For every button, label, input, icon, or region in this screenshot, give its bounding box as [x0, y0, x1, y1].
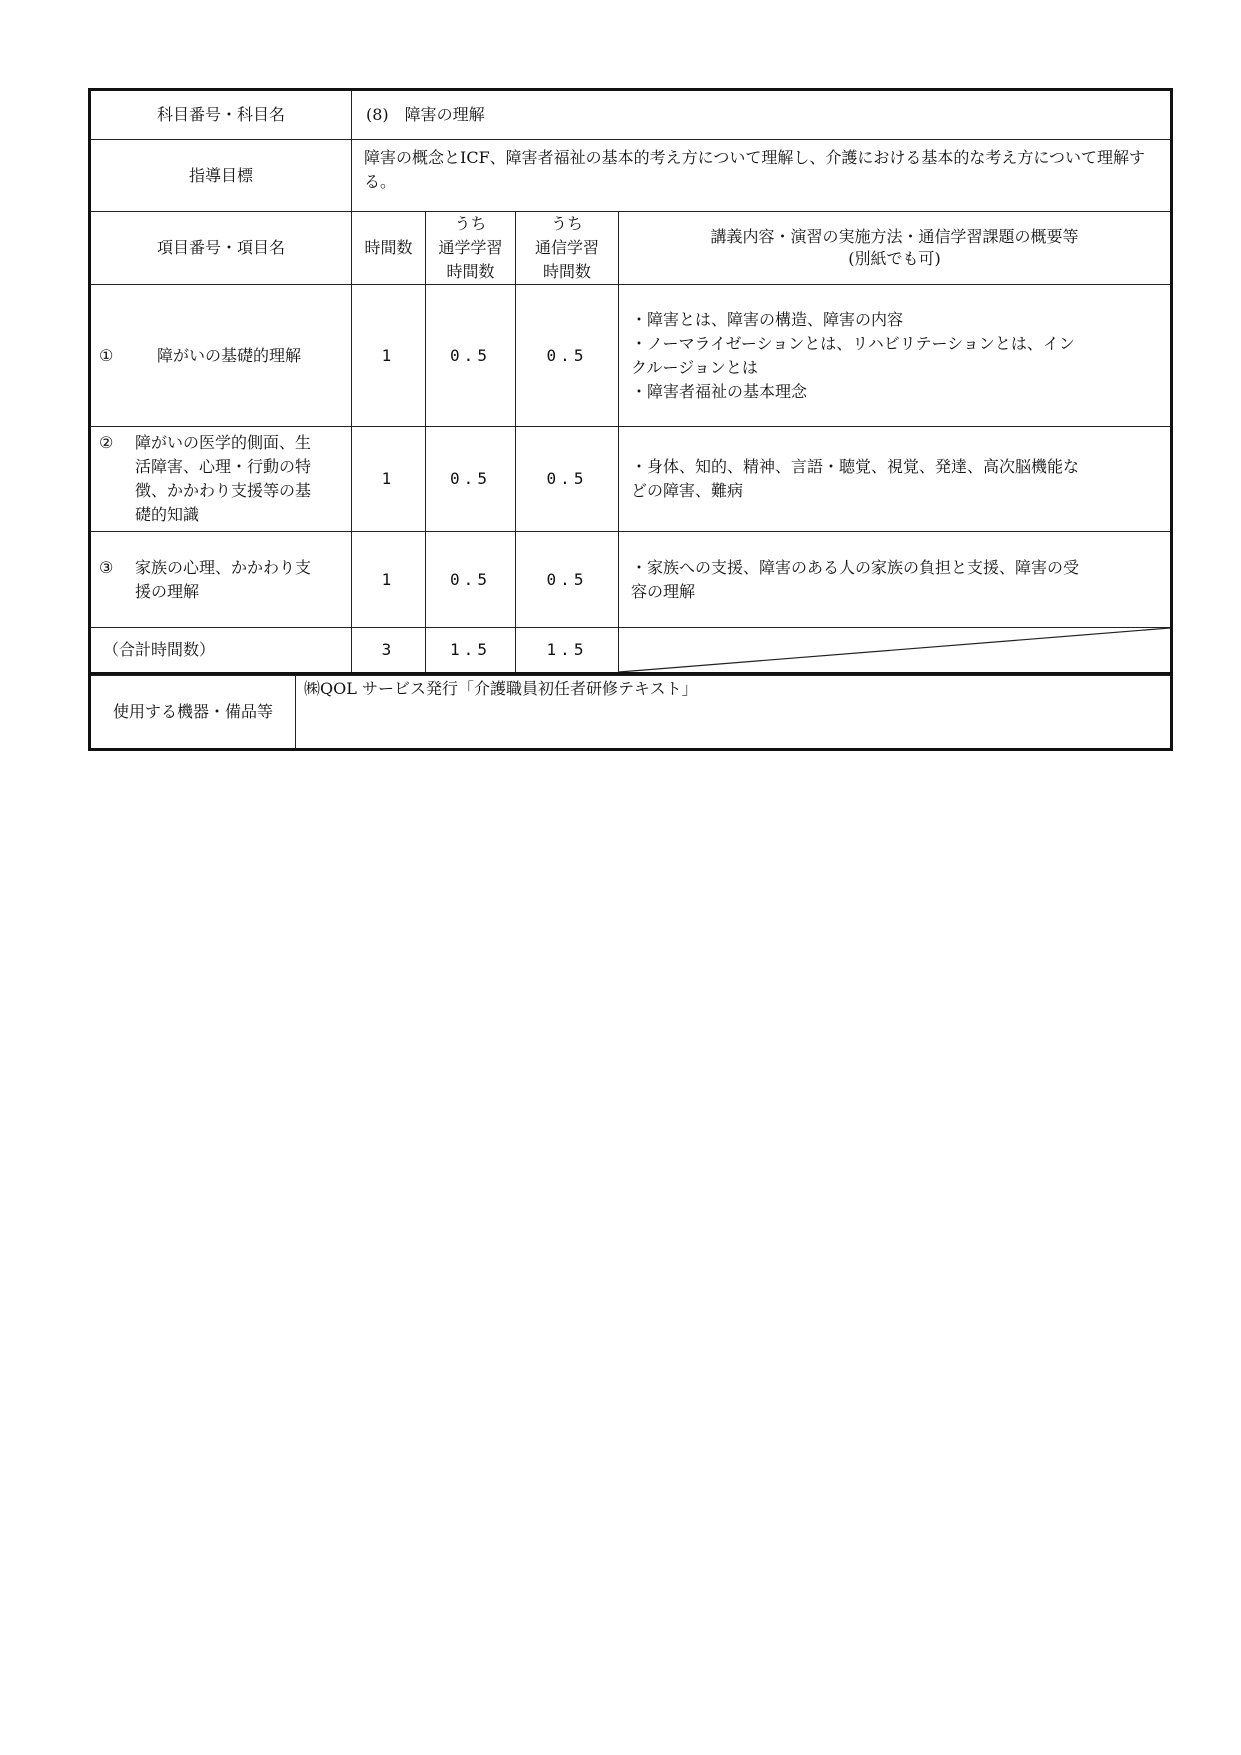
curriculum-sheet: [88, 88, 1170, 751]
col-header-content-line1: 講義内容・演習の実施方法・通信学習課題の概要等: [710, 227, 1079, 246]
table-row: [90, 427, 1172, 532]
subject-row: [90, 90, 1172, 140]
commute-hours-cell: 0.5: [426, 532, 516, 628]
subject-label: 科目番号・科目名: [90, 90, 352, 140]
col-header-content: [619, 212, 1172, 285]
equipment-value: ㈱QOL サービス発行「介護職員初任者研修テキスト」: [296, 676, 1172, 750]
content-line: ・障害とは、障害の構造、障害の内容: [631, 309, 904, 329]
col-header-item: 項目番号・項目名: [90, 212, 352, 285]
col-header-content-line2: (別紙でも可): [848, 249, 941, 268]
total-label: （合計時間数）: [90, 628, 352, 674]
item-name: 障がいの基礎的理解: [157, 345, 302, 365]
item-cell: [90, 285, 352, 427]
equipment-table: [88, 675, 1173, 751]
col-header-corr-line2: 通信学習: [534, 238, 599, 257]
goal-row: [90, 140, 1172, 212]
commute-hours-cell: 0.5: [426, 427, 516, 532]
table-row: [90, 532, 1172, 628]
item-name-line: 援の理解: [135, 581, 200, 601]
col-header-commute-line2: 通学学習: [438, 238, 503, 257]
item-name: [135, 556, 343, 604]
commute-hours-cell: 0.5: [426, 285, 516, 427]
total-row: [90, 628, 1172, 674]
column-header-row: [90, 212, 1172, 285]
col-header-commute: [426, 212, 516, 285]
content-cell: [619, 427, 1172, 532]
hours-cell: 1: [352, 427, 426, 532]
item-cell: [90, 532, 352, 628]
total-content-empty-cell: [619, 628, 1172, 674]
col-header-commute-line3: 時間数: [446, 262, 495, 281]
col-header-commute-line1: うち: [454, 214, 487, 233]
col-header-correspondence: [516, 212, 619, 285]
content-cell: [619, 532, 1172, 628]
content-line: 容の理解: [631, 581, 696, 601]
item-name: [135, 431, 343, 527]
goal-label: 指導目標: [90, 140, 352, 212]
content-line: ・ノーマライゼーションとは、リハビリテーションとは、イン: [631, 333, 1075, 353]
correspondence-hours-cell: 0.5: [516, 427, 619, 532]
col-header-corr-line3: 時間数: [542, 262, 591, 281]
diagonal-line: [619, 628, 1170, 672]
equipment-row: [90, 676, 1172, 750]
content-line: どの障害、難病: [631, 481, 744, 500]
content-line: ・家族への支援、障害のある人の家族の負担と支援、障害の受: [631, 557, 1080, 577]
table-row: [90, 285, 1172, 427]
correspondence-hours-cell: 0.5: [516, 532, 619, 628]
item-name-line: 礎的知識: [135, 505, 200, 524]
equipment-label: 使用する機器・備品等: [90, 676, 296, 750]
content-line: ・障害者福祉の基本理念: [631, 381, 808, 401]
correspondence-hours-cell: 0.5: [516, 285, 619, 427]
goal-value: 障害の概念とICF、障害者福祉の基本的考え方について理解し、介護における基本的な考え方について理解する。: [352, 140, 1172, 212]
item-number: ②: [99, 433, 114, 452]
item-number: ③: [99, 557, 114, 577]
content-cell: [619, 285, 1172, 427]
content-line: ・身体、知的、精神、言語・聴覚、視覚、発達、高次脳機能な: [631, 457, 1080, 476]
item-name-line: 家族の心理、かかわり支: [135, 557, 312, 577]
total-hours: 3: [352, 628, 426, 674]
item-number: ①: [99, 345, 114, 365]
item-cell: [90, 427, 352, 532]
hours-cell: 1: [352, 532, 426, 628]
content-line: クルージョンとは: [631, 357, 758, 377]
subject-value: (8) 障害の理解: [352, 90, 1172, 140]
hours-cell: 1: [352, 285, 426, 427]
col-header-hours: 時間数: [352, 212, 426, 285]
item-name-line: 障がいの医学的側面、生: [135, 433, 312, 452]
total-correspondence-hours: 1.5: [516, 628, 619, 674]
total-commute-hours: 1.5: [426, 628, 516, 674]
curriculum-table: [88, 88, 1173, 675]
item-name-line: 徴、かかわり支援等の基: [135, 481, 312, 500]
item-name-line: 活障害、心理・行動の特: [135, 457, 312, 476]
col-header-corr-line1: うち: [550, 214, 583, 233]
